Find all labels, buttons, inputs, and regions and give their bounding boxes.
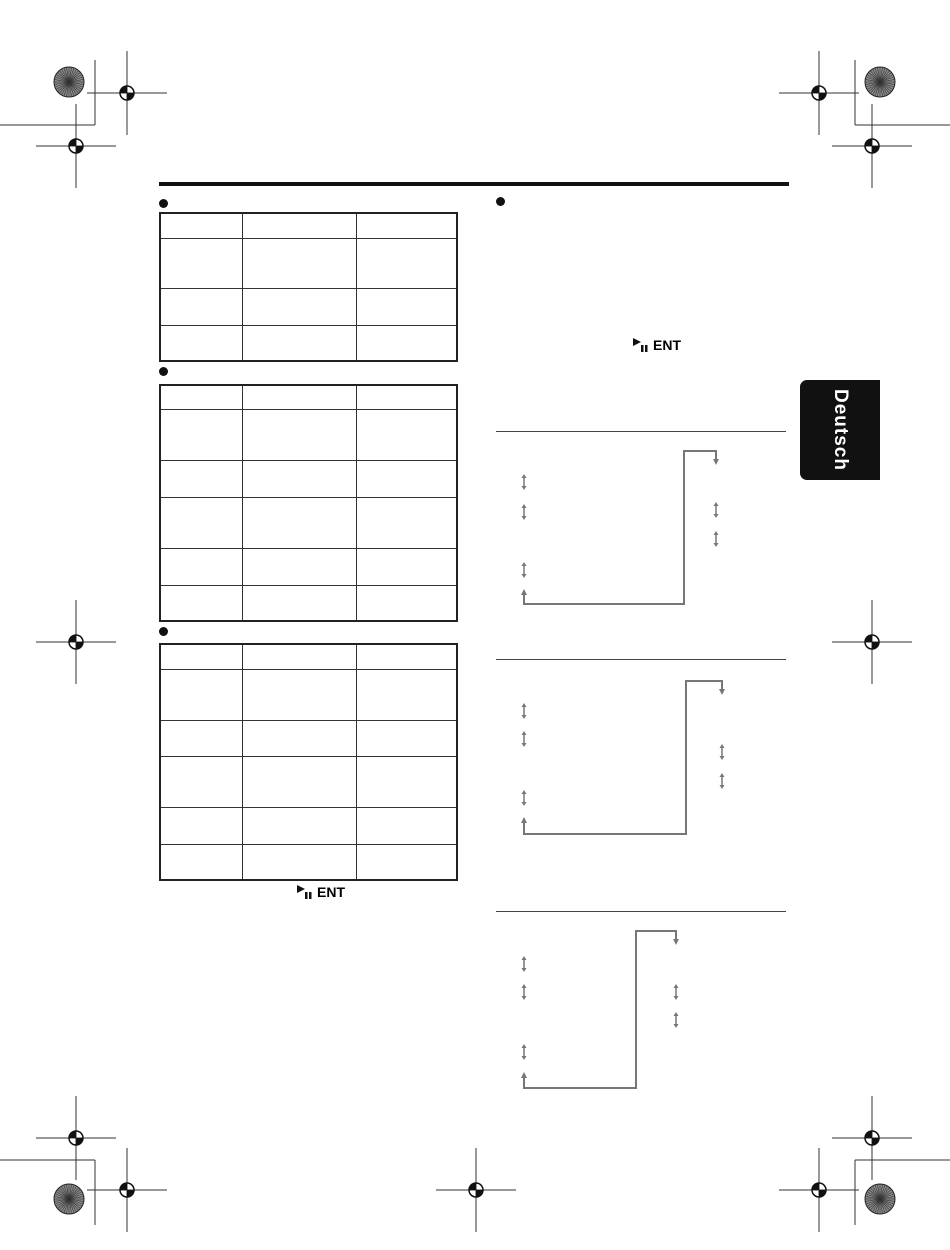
ent-label: ENT [653, 337, 681, 353]
up-down-arrow-icon [522, 956, 527, 972]
up-down-arrow-icon [522, 1044, 527, 1060]
up-down-arrow-icon [674, 984, 679, 1000]
up-down-arrow-icon [674, 1012, 679, 1028]
up-down-arrow-icon [522, 984, 527, 1000]
language-tab-label: Deutsch [830, 389, 851, 471]
ent-label: ENT [317, 884, 345, 900]
flow-connector [524, 931, 676, 1088]
